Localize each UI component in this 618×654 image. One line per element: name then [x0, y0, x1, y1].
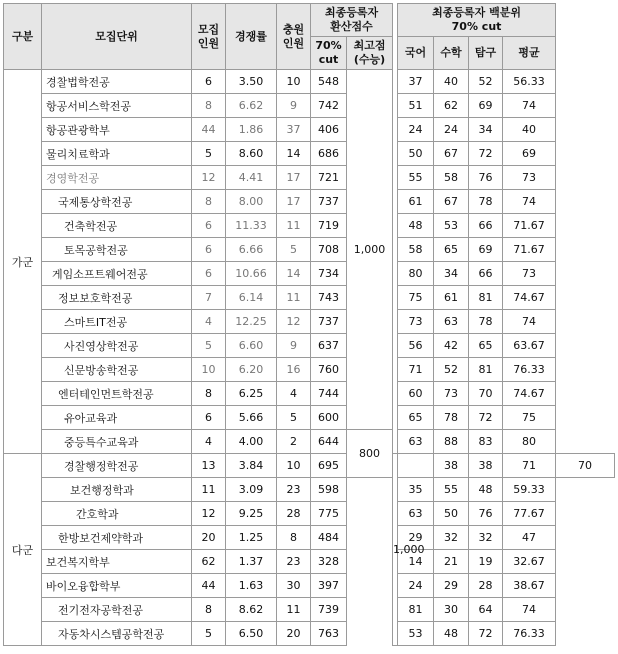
explore-cell: 70 — [469, 382, 503, 406]
cut70-cell: 397 — [311, 574, 347, 598]
table-row — [4, 502, 615, 526]
rate-cell: 1.86 — [226, 118, 277, 142]
quota-cell: 8 — [192, 598, 226, 622]
extra-cell: 16 — [277, 358, 311, 382]
cut70-cell: 686 — [311, 142, 347, 166]
rate-cell: 9.25 — [226, 502, 277, 526]
rate-cell: 5.66 — [226, 406, 277, 430]
group-label: 다군 — [4, 454, 42, 646]
explore-cell: 81 — [469, 286, 503, 310]
math-cell: 88 — [434, 430, 469, 454]
extra-cell: 37 — [277, 118, 311, 142]
table-row — [4, 190, 615, 214]
cut70-cell: 737 — [311, 310, 347, 334]
cut70-cell: 598 — [311, 478, 347, 502]
table-row — [4, 262, 615, 286]
rate-cell: 6.14 — [226, 286, 277, 310]
unit-name: 물리치료학과 — [42, 142, 192, 166]
math-cell: 58 — [434, 166, 469, 190]
avg-cell: 32.67 — [503, 550, 556, 574]
unit-name: 스마트IT전공 — [42, 310, 192, 334]
gap-cell — [347, 574, 393, 598]
extra-cell: 4 — [277, 382, 311, 406]
quota-cell: 5 — [192, 622, 226, 646]
unit-name: 신문방송학전공 — [42, 358, 192, 382]
quota-cell: 44 — [192, 118, 226, 142]
avg-cell: 76.33 — [503, 358, 556, 382]
cut70-cell: 742 — [311, 94, 347, 118]
math-cell: 67 — [434, 142, 469, 166]
korean-cell: 75 — [398, 286, 434, 310]
unit-name: 바이오융합학부 — [42, 574, 192, 598]
gap-cell — [347, 478, 393, 502]
extra-cell: 11 — [277, 598, 311, 622]
extra-cell: 10 — [277, 70, 311, 94]
explore-cell: 78 — [469, 310, 503, 334]
header-extra: 충원 인원 — [277, 4, 311, 70]
quota-cell: 4 — [192, 310, 226, 334]
unit-name: 건축학전공 — [42, 214, 192, 238]
quota-cell: 12 — [192, 502, 226, 526]
table-row — [4, 430, 615, 454]
rate-cell: 8.00 — [226, 190, 277, 214]
avg-cell: 74.67 — [503, 286, 556, 310]
extra-cell: 11 — [277, 286, 311, 310]
unit-name: 경영학전공 — [42, 166, 192, 190]
explore-cell: 28 — [469, 574, 503, 598]
quota-cell: 13 — [192, 454, 226, 478]
avg-cell: 75 — [503, 406, 556, 430]
korean-cell: 37 — [398, 70, 434, 94]
explore-cell: 72 — [469, 622, 503, 646]
explore-cell: 83 — [469, 430, 503, 454]
gap-cell — [347, 598, 393, 622]
table-row — [4, 118, 615, 142]
cut70-cell: 721 — [311, 166, 347, 190]
cut70-cell: 600 — [311, 406, 347, 430]
explore-cell: 69 — [469, 238, 503, 262]
header-row-1 — [4, 4, 615, 37]
math-cell: 67 — [434, 190, 469, 214]
rate-cell: 6.60 — [226, 334, 277, 358]
extra-cell: 17 — [277, 190, 311, 214]
unit-name: 자동차시스템공학전공 — [42, 622, 192, 646]
header-unit: 모집단위 — [42, 4, 192, 70]
table-row — [4, 310, 615, 334]
explore-cell: 76 — [469, 502, 503, 526]
unit-name: 경찰법학전공 — [42, 70, 192, 94]
cut70-cell: 695 — [311, 454, 347, 478]
korean-cell: 55 — [398, 166, 434, 190]
avg-cell: 73 — [503, 166, 556, 190]
math-cell: 40 — [434, 70, 469, 94]
cut70-cell: 737 — [311, 190, 347, 214]
explore-cell: 52 — [469, 70, 503, 94]
header-pct: 최종등록자 백분위 70% cut — [398, 4, 556, 37]
extra-cell: 28 — [277, 502, 311, 526]
avg-cell: 63.67 — [503, 334, 556, 358]
avg-cell: 74 — [503, 310, 556, 334]
header-korean: 국어 — [398, 37, 434, 70]
table-row — [4, 550, 615, 574]
unit-name: 사진영상학전공 — [42, 334, 192, 358]
extra-cell: 9 — [277, 334, 311, 358]
extra-cell: 14 — [277, 262, 311, 286]
max-score-cell: 1,000 — [347, 70, 393, 430]
rate-cell: 6.62 — [226, 94, 277, 118]
max-score-cell: 800 — [347, 430, 393, 478]
quota-cell: 5 — [192, 142, 226, 166]
math-cell: 78 — [434, 406, 469, 430]
korean-cell: 65 — [398, 406, 434, 430]
avg-cell: 74.67 — [503, 382, 556, 406]
avg-cell: 38.67 — [503, 574, 556, 598]
explore-cell: 72 — [469, 406, 503, 430]
cut70-cell: 744 — [311, 382, 347, 406]
rate-cell: 6.50 — [226, 622, 277, 646]
rate-cell: 10.66 — [226, 262, 277, 286]
explore-cell: 76 — [469, 166, 503, 190]
math-cell: 63 — [434, 310, 469, 334]
table-row — [4, 622, 615, 646]
math-cell: 34 — [434, 262, 469, 286]
extra-cell: 2 — [277, 430, 311, 454]
unit-name: 정보보호학전공 — [42, 286, 192, 310]
korean-cell: 50 — [398, 142, 434, 166]
table-row — [4, 454, 615, 478]
math-cell: 38 — [469, 454, 503, 478]
rate-cell: 1.63 — [226, 574, 277, 598]
rate-cell: 4.41 — [226, 166, 277, 190]
table-row — [4, 214, 615, 238]
extra-cell: 10 — [277, 454, 311, 478]
unit-name: 중등특수교육과 — [42, 430, 192, 454]
quota-cell: 4 — [192, 430, 226, 454]
cut70-cell: 484 — [311, 526, 347, 550]
unit-name: 토목공학전공 — [42, 238, 192, 262]
group-label: 가군 — [4, 70, 42, 454]
unit-name: 한방보건제약학과 — [42, 526, 192, 550]
rate-cell: 1.37 — [226, 550, 277, 574]
korean-cell: 51 — [398, 94, 434, 118]
extra-cell: 11 — [277, 214, 311, 238]
math-cell: 55 — [434, 478, 469, 502]
extra-cell: 20 — [277, 622, 311, 646]
header-conv70: 70% cut — [311, 37, 347, 70]
math-cell: 32 — [434, 526, 469, 550]
cut70-cell: 775 — [311, 502, 347, 526]
unit-name: 엔터테인먼트학전공 — [42, 382, 192, 406]
header-math: 수학 — [434, 37, 469, 70]
header-convmax: 최고점 (수능) — [347, 37, 393, 70]
korean-cell: 24 — [398, 574, 434, 598]
cut70-cell: 743 — [311, 286, 347, 310]
avg-cell: 71.67 — [503, 238, 556, 262]
korean-cell: 73 — [398, 310, 434, 334]
avg-cell: 70 — [556, 454, 615, 478]
quota-cell: 6 — [192, 70, 226, 94]
cut70-cell: 637 — [311, 334, 347, 358]
explore-cell: 72 — [469, 142, 503, 166]
avg-cell: 73 — [503, 262, 556, 286]
extra-cell: 5 — [277, 238, 311, 262]
avg-cell: 80 — [503, 430, 556, 454]
cut70-cell: 644 — [311, 430, 347, 454]
korean-cell: 63 — [398, 502, 434, 526]
cut70-cell: 708 — [311, 238, 347, 262]
explore-cell: 69 — [469, 94, 503, 118]
unit-name: 보건행정학과 — [42, 478, 192, 502]
quota-cell: 6 — [192, 238, 226, 262]
unit-name: 항공관광학부 — [42, 118, 192, 142]
avg-cell: 76.33 — [503, 622, 556, 646]
explore-cell: 66 — [469, 262, 503, 286]
table-row — [4, 358, 615, 382]
table-row — [4, 166, 615, 190]
explore-cell: 78 — [469, 190, 503, 214]
quota-cell: 11 — [192, 478, 226, 502]
gap-cell — [347, 526, 393, 550]
math-cell: 48 — [434, 622, 469, 646]
quota-cell: 62 — [192, 550, 226, 574]
gap-cell — [347, 622, 393, 646]
rate-cell: 8.60 — [226, 142, 277, 166]
korean-cell: 56 — [398, 334, 434, 358]
quota-cell: 8 — [192, 382, 226, 406]
gap-cell — [398, 454, 434, 478]
math-cell: 53 — [434, 214, 469, 238]
cut70-cell: 406 — [311, 118, 347, 142]
table-row — [4, 238, 615, 262]
table-row — [4, 94, 615, 118]
table-row — [4, 334, 615, 358]
table-body — [4, 70, 615, 646]
korean-cell: 63 — [398, 430, 434, 454]
korean-cell: 60 — [398, 382, 434, 406]
gap-cell — [347, 550, 393, 574]
table-row — [4, 382, 615, 406]
math-cell: 52 — [434, 358, 469, 382]
header-quota: 모집 인원 — [192, 4, 226, 70]
explore-cell: 71 — [503, 454, 556, 478]
header-group: 구분 — [4, 4, 42, 70]
explore-cell: 65 — [469, 334, 503, 358]
table-row — [4, 598, 615, 622]
header-avg: 평균 — [503, 37, 556, 70]
quota-cell: 7 — [192, 286, 226, 310]
max-score-cell: 1,000 — [393, 454, 398, 646]
cut70-cell: 548 — [311, 70, 347, 94]
explore-cell: 48 — [469, 478, 503, 502]
avg-cell: 74 — [503, 190, 556, 214]
extra-cell: 9 — [277, 94, 311, 118]
rate-cell: 4.00 — [226, 430, 277, 454]
rate-cell: 12.25 — [226, 310, 277, 334]
extra-cell: 23 — [277, 478, 311, 502]
math-cell: 42 — [434, 334, 469, 358]
korean-cell: 29 — [398, 526, 434, 550]
header-rate: 경쟁률 — [226, 4, 277, 70]
table-row — [4, 478, 615, 502]
unit-name: 게임소프트웨어전공 — [42, 262, 192, 286]
explore-cell: 81 — [469, 358, 503, 382]
korean-cell: 14 — [398, 550, 434, 574]
rate-cell: 3.84 — [226, 454, 277, 478]
header-explore: 탐구 — [469, 37, 503, 70]
extra-cell: 8 — [277, 526, 311, 550]
korean-cell: 61 — [398, 190, 434, 214]
table-row — [4, 142, 615, 166]
unit-name: 전기전자공학전공 — [42, 598, 192, 622]
math-cell: 50 — [434, 502, 469, 526]
quota-cell: 8 — [192, 190, 226, 214]
unit-name: 국제통상학전공 — [42, 190, 192, 214]
extra-cell: 17 — [277, 166, 311, 190]
table-row — [4, 574, 615, 598]
avg-cell: 56.33 — [503, 70, 556, 94]
quota-cell: 12 — [192, 166, 226, 190]
math-cell: 62 — [434, 94, 469, 118]
explore-cell: 64 — [469, 598, 503, 622]
admission-results-table — [3, 3, 615, 646]
korean-cell: 58 — [398, 238, 434, 262]
table-row — [4, 526, 615, 550]
quota-cell: 5 — [192, 334, 226, 358]
avg-cell: 71.67 — [503, 214, 556, 238]
quota-cell: 20 — [192, 526, 226, 550]
quota-cell: 10 — [192, 358, 226, 382]
quota-cell: 6 — [192, 262, 226, 286]
avg-cell: 74 — [503, 94, 556, 118]
cut70-cell: 734 — [311, 262, 347, 286]
extra-cell: 5 — [277, 406, 311, 430]
avg-cell: 77.67 — [503, 502, 556, 526]
table-row — [4, 286, 615, 310]
explore-cell: 34 — [469, 118, 503, 142]
header-conv: 최종등록자 환산점수 — [311, 4, 393, 37]
rate-cell: 1.25 — [226, 526, 277, 550]
table-row — [4, 406, 615, 430]
korean-cell: 48 — [398, 214, 434, 238]
avg-cell: 59.33 — [503, 478, 556, 502]
explore-cell: 32 — [469, 526, 503, 550]
explore-cell: 66 — [469, 214, 503, 238]
rate-cell: 6.20 — [226, 358, 277, 382]
unit-name: 유아교육과 — [42, 406, 192, 430]
rate-cell: 6.25 — [226, 382, 277, 406]
cut70-cell: 719 — [311, 214, 347, 238]
korean-cell: 80 — [398, 262, 434, 286]
math-cell: 30 — [434, 598, 469, 622]
quota-cell: 6 — [192, 214, 226, 238]
extra-cell: 12 — [277, 310, 311, 334]
unit-name: 보건복지학부 — [42, 550, 192, 574]
math-cell: 61 — [434, 286, 469, 310]
gap-cell — [347, 502, 393, 526]
rate-cell: 3.50 — [226, 70, 277, 94]
math-cell: 29 — [434, 574, 469, 598]
avg-cell: 69 — [503, 142, 556, 166]
unit-name: 간호학과 — [42, 502, 192, 526]
extra-cell: 23 — [277, 550, 311, 574]
math-cell: 24 — [434, 118, 469, 142]
korean-cell: 71 — [398, 358, 434, 382]
math-cell: 65 — [434, 238, 469, 262]
rate-cell: 11.33 — [226, 214, 277, 238]
unit-name: 항공서비스학전공 — [42, 94, 192, 118]
korean-cell: 81 — [398, 598, 434, 622]
cut70-cell: 760 — [311, 358, 347, 382]
rate-cell: 3.09 — [226, 478, 277, 502]
avg-cell: 40 — [503, 118, 556, 142]
avg-cell: 74 — [503, 598, 556, 622]
cut70-cell: 739 — [311, 598, 347, 622]
quota-cell: 44 — [192, 574, 226, 598]
avg-cell: 47 — [503, 526, 556, 550]
rate-cell: 8.62 — [226, 598, 277, 622]
extra-cell: 14 — [277, 142, 311, 166]
quota-cell: 6 — [192, 406, 226, 430]
cut70-cell: 763 — [311, 622, 347, 646]
korean-cell: 53 — [398, 622, 434, 646]
korean-cell: 38 — [434, 454, 469, 478]
math-cell: 21 — [434, 550, 469, 574]
korean-cell: 35 — [398, 478, 434, 502]
rate-cell: 6.66 — [226, 238, 277, 262]
extra-cell: 30 — [277, 574, 311, 598]
math-cell: 73 — [434, 382, 469, 406]
explore-cell: 19 — [469, 550, 503, 574]
unit-name: 경찰행정학전공 — [42, 454, 192, 478]
quota-cell: 8 — [192, 94, 226, 118]
korean-cell: 24 — [398, 118, 434, 142]
cut70-cell: 328 — [311, 550, 347, 574]
table-row — [4, 70, 615, 94]
